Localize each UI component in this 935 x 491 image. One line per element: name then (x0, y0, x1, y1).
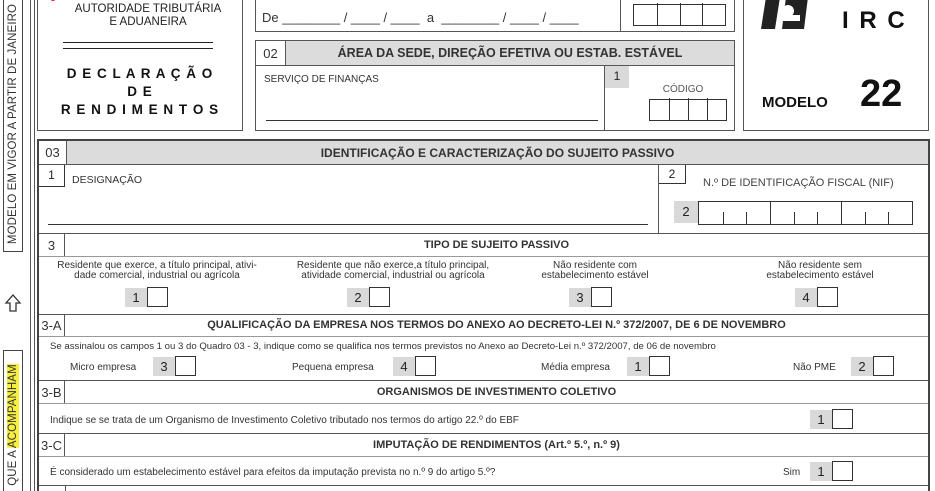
small-label: Pequena empresa (292, 362, 374, 373)
finance-office-label: SERVIÇO DE FINANÇAS (264, 74, 379, 85)
micro-checkbox[interactable] (175, 356, 196, 376)
divider (39, 336, 928, 337)
divider (63, 42, 213, 43)
micro-option[interactable]: 3 (153, 356, 196, 376)
tax-code-label: I R C (842, 7, 907, 34)
margin-line (34, 0, 35, 491)
year-input[interactable] (633, 4, 726, 26)
model-number: 22 (860, 73, 903, 115)
tipo-title: TIPO DE SUJEITO PASSIVO (423, 239, 570, 251)
section-02 (255, 40, 735, 131)
section-03-title: IDENTIFICAÇÃO E CARACTERIZAÇÃO DO SUJEITO PASSIVO (320, 146, 675, 160)
finance-office-code-input[interactable] (649, 99, 727, 121)
at-logo-icon (758, 0, 818, 31)
imputation-checkbox[interactable] (832, 461, 853, 481)
section-3a-instruction: Se assinalou os campos 1 ou 3 do Quadro 03 - 3, indique como se qualifica nos termos previstos no Anexo ao Decreto-Lei n.º 372/2007, de 06 de novembro (50, 341, 716, 352)
section-3b-number: 3-B (39, 381, 65, 403)
designation-input[interactable] (48, 224, 648, 225)
tipo-option-2[interactable]: 2 (347, 287, 390, 307)
section-3a-number: 3-A (39, 315, 65, 336)
nif-field-number: 2 (674, 201, 698, 223)
period-to-label: a (426, 10, 435, 25)
arrow-up-icon (4, 292, 22, 314)
small-option[interactable]: 4 (393, 356, 436, 376)
section-3a-title: QUALIFICAÇÃO DA EMPRESA NOS TERMOS DO ANEXO AO DECRETO-LEI N.º 372/2007, DE 6 DE NOVEMBRO (207, 319, 786, 331)
nif-input[interactable] (698, 201, 913, 225)
tipo-number: 3 (39, 234, 65, 256)
section-3c-question: É considerado um estabelecimento estável para efeitos da imputação prevista no n.º 9 do artigo 5.º? (50, 467, 496, 478)
nif-number: 2 (659, 165, 686, 184)
tipo-option-4-checkbox[interactable] (817, 287, 838, 307)
authority-name-line2: E ADUANEIRA (109, 16, 187, 28)
code-label: CÓDIGO (662, 84, 704, 95)
period-to-date[interactable]: ________ / ____ / ____ (441, 10, 579, 25)
finance-office-input[interactable] (266, 120, 598, 121)
tipo-option-3-checkbox[interactable] (591, 287, 612, 307)
section-02-number: 02 (256, 41, 286, 66)
code-field-number: 1 (605, 66, 629, 88)
section-3b-title: ORGANISMOS DE INVESTIMENTO COLETIVO (376, 386, 617, 398)
brand-box (743, 0, 929, 131)
divider (39, 233, 928, 234)
section-3c-answer-label: Sim (783, 467, 801, 478)
designation-label: DESIGNAÇÃO (72, 174, 143, 186)
non-sme-checkbox[interactable] (873, 356, 894, 376)
period-row (262, 10, 579, 25)
designation-number: 1 (39, 165, 65, 187)
non-sme-label: Não PME (793, 362, 836, 373)
divider (39, 403, 928, 404)
declaration-title-line2: D E (127, 84, 153, 99)
margin-line (30, 0, 31, 491)
period-from-label: De (262, 10, 279, 25)
nif-label: N.º DE IDENTIFICAÇÃO FISCAL (NIF) (703, 177, 894, 189)
medium-checkbox[interactable] (649, 356, 670, 376)
attachments-text: QUE A ACOMPANHAM (7, 364, 19, 486)
small-checkbox[interactable] (415, 356, 436, 376)
tipo-option-4-label: Não residente sem estabelecimento estável (766, 260, 874, 281)
non-sme-option[interactable]: 2 (851, 356, 894, 376)
tipo-option-1-label: Residente que exerce, a título principal, ativi- dade comercial, industrial ou agrícola (57, 260, 257, 281)
tipo-option-3-label: Não residente com estabelecimento estável (541, 260, 649, 281)
micro-label: Micro empresa (70, 362, 137, 373)
period-divider (620, 0, 621, 31)
section-03-number: 03 (39, 141, 67, 165)
authority-name-line1: AUTORIDADE TRIBUTÁRIA (74, 3, 222, 15)
model-validity-text: MODELO EM VIGOR A PARTIR DE JANEIRO (7, 3, 19, 245)
period-from-date[interactable]: ________ / ____ / ____ (282, 10, 420, 25)
tipo-option-2-label: Residente que não exerce,a título principal, atividade comercial, industrial ou agrícola (296, 260, 490, 281)
next-row-number-cell (65, 486, 66, 491)
divider (39, 256, 928, 257)
oic-checkbox[interactable] (832, 409, 853, 429)
declaration-title-line1: D E C L A R A Ç Ã O (66, 66, 214, 81)
medium-option[interactable]: 1 (627, 356, 670, 376)
declaration-title-line3: R E N D I M E N T O S (60, 102, 220, 117)
model-label: MODELO (762, 94, 828, 111)
section-3c-number: 3-C (39, 434, 65, 456)
divider (39, 314, 928, 315)
oic-option[interactable]: 1 (810, 409, 853, 429)
section-3c-title: IMPUTAÇÃO DE RENDIMENTOS (Art.º 5.º, n.º 9) (373, 439, 620, 451)
logo-red-mark (50, 0, 56, 1)
divider (63, 48, 213, 49)
tipo-option-2-checkbox[interactable] (369, 287, 390, 307)
medium-label: Média empresa (541, 362, 610, 373)
authority-box (37, 0, 243, 131)
section-3b-question: Indique se se trata de um Organismo de Investimento Coletivo tributado nos termos do artigo 22.º do EBF (50, 415, 519, 426)
divider (39, 380, 928, 381)
tipo-option-3[interactable]: 3 (569, 287, 612, 307)
tipo-option-1-checkbox[interactable] (147, 287, 168, 307)
section-02-title: ÁREA DA SEDE, DIREÇÃO EFETIVA OU ESTAB. ESTÁVEL (337, 46, 683, 60)
tipo-option-4[interactable]: 4 (795, 287, 838, 307)
imputation-option[interactable]: 1 (810, 461, 853, 481)
tipo-option-1[interactable]: 1 (125, 287, 168, 307)
divider (39, 485, 928, 486)
period-box (255, 0, 735, 32)
divider (39, 456, 928, 457)
attachments-label (3, 350, 23, 491)
divider (39, 433, 928, 434)
model-validity-label (3, 0, 23, 252)
